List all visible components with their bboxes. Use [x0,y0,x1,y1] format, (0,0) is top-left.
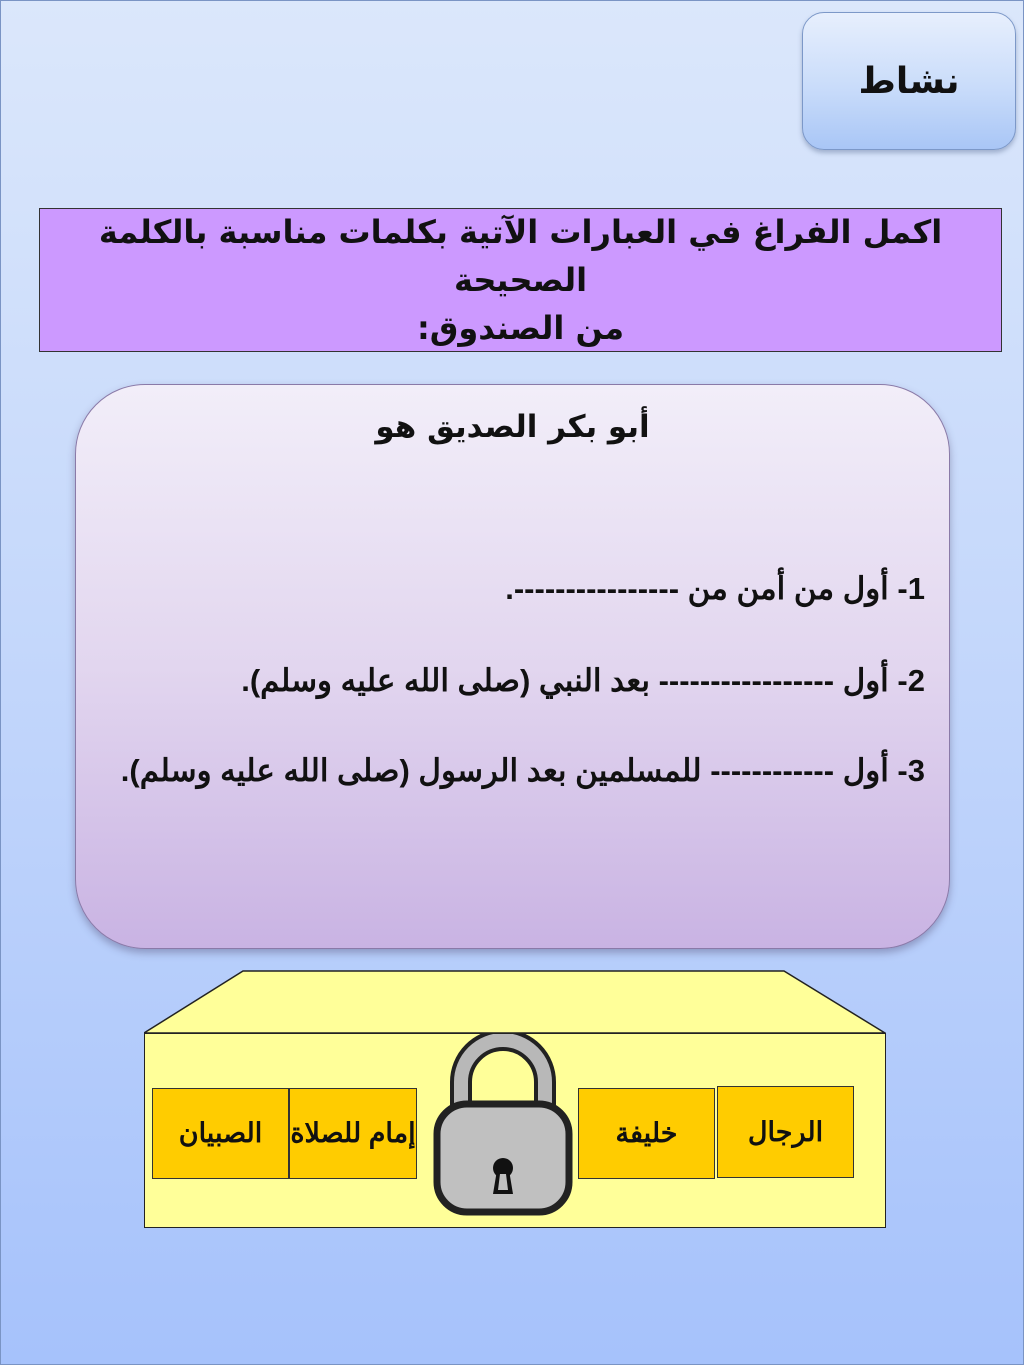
question-item-1: 1- أول من أمن من ----------------. [505,571,925,606]
word-option-3[interactable]: خليفة [578,1088,715,1179]
instruction-banner [39,208,1002,352]
padlock-icon [431,1034,575,1216]
question-item-2: 2- أول ----------------- بعد النبي (صلى الله عليه وسلم). [241,663,925,698]
instruction-line-1: اكمل الفراغ في العبارات الآتية بكلمات مناسبة بالكلمة الصحيحة [98,213,943,299]
word-option-4[interactable]: الرجال [717,1086,854,1178]
box-lid [144,970,886,1034]
question-item-3: 3- أول ------------ للمسلمين بعد الرسول (صلى الله عليه وسلم). [120,753,925,788]
question-card [75,384,950,949]
word-option-1[interactable]: الصبيان [152,1088,289,1179]
activity-label: نشاط [858,60,960,102]
word-option-2[interactable]: إمام للصلاة [289,1088,417,1179]
activity-tag [802,12,1016,150]
instruction-line-2: من الصندوق: [416,309,625,347]
card-title: أبو بكر الصديق هو [375,409,650,445]
